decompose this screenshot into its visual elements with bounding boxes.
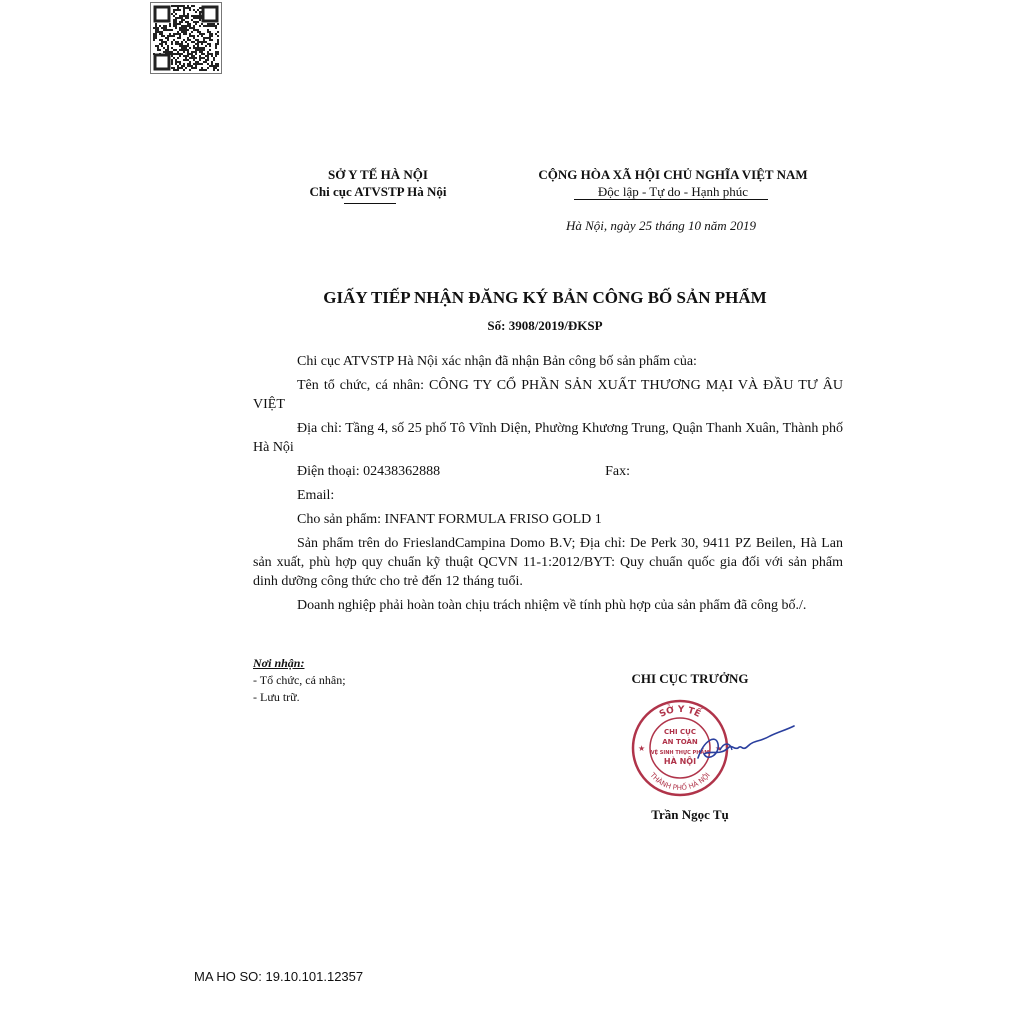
svg-text:SỞ Y TẾ: SỞ Y TẾ <box>658 704 702 720</box>
responsibility-paragraph: Doanh nghiệp phải hoàn toàn chịu trách nhiệm về tính phù hợp của sản phẩm đã công bố./. <box>297 598 807 613</box>
svg-text:CHI CỤC: CHI CỤC <box>664 728 696 736</box>
email-field: Email: <box>297 488 335 503</box>
fax-field: Fax: <box>605 464 630 479</box>
document-number: Số: 3908/2019/ĐKSP <box>487 318 603 333</box>
svg-text:VỆ SINH THỰC PHẨM: VỆ SINH THỰC PHẨM <box>650 750 710 756</box>
svg-text:★: ★ <box>638 744 646 753</box>
manufacturer-paragraph: Sản phẩm trên do FrieslandCampina Domo B.V; Địa chỉ: De Perk 30, 9411 PZ Beilen, Hà Lan sản xuất, phù hợp quy chuẩn kỹ thuật QCVN 11-1:2012/BYT: Quy chuẩn quốc gia đối với sản phẩm dinh dưỡng công thức cho trẻ đến 12 tháng tuổi. <box>253 536 843 589</box>
document-body <box>253 352 843 620</box>
phone-field: Điện thoại: 02438362888 <box>297 464 441 479</box>
contact-row <box>253 462 843 481</box>
recipient-item: - Lưu trữ. <box>253 690 300 704</box>
national-title: CỘNG HÒA XÃ HỘI CHỦ NGHĨA VIỆT NAM <box>538 167 808 182</box>
signatory-title: CHI CỤC TRƯỞNG <box>631 671 749 686</box>
file-code: MA HO SO: 19.10.101.12357 <box>194 969 364 984</box>
svg-text:★: ★ <box>715 744 723 753</box>
address-paragraph: Địa chỉ: Tầng 4, số 25 phố Tô Vĩnh Diện, Phường Khương Trung, Quận Thanh Xuân, Thành phố Hà Nội <box>253 421 843 455</box>
motto-divider <box>574 199 768 200</box>
intro-paragraph: Chi cục ATVSTP Hà Nội xác nhận đã nhận Bản công bố sản phẩm của: <box>297 354 697 369</box>
document-date: Hà Nội, ngày 25 tháng 10 năm 2019 <box>566 218 756 233</box>
recipients-label: Nơi nhận: <box>253 656 305 670</box>
svg-text:AN TOÀN: AN TOÀN <box>662 738 698 746</box>
signatory-name: Trần Ngọc Tụ <box>651 807 729 822</box>
issuer-divider <box>344 203 396 204</box>
product-paragraph: Cho sản phẩm: INFANT FORMULA FRISO GOLD 1 <box>297 512 602 527</box>
recipient-item: - Tổ chức, cá nhân; <box>253 673 346 687</box>
handwritten-signature-icon <box>690 720 800 770</box>
national-header <box>508 166 838 200</box>
issuer-subdepartment: Chi cục ATVSTP Hà Nội <box>309 184 447 199</box>
svg-text:THÀNH PHỐ HÀ NỘI: THÀNH PHỐ HÀ NỘI <box>648 771 712 793</box>
qr-code-icon <box>150 2 222 74</box>
svg-text:HÀ NỘI: HÀ NỘI <box>663 757 697 766</box>
issuer-header <box>258 166 498 200</box>
issuer-department: SỞ Y TẾ HÀ NỘI <box>328 167 428 182</box>
document-title: GIẤY TIẾP NHẬN ĐĂNG KÝ BẢN CÔNG BỐ SẢN PHẨM <box>323 288 767 307</box>
national-motto: Độc lập - Tự do - Hạnh phúc <box>597 184 749 199</box>
recipients-block <box>253 655 346 706</box>
organization-paragraph: Tên tổ chức, cá nhân: CÔNG TY CỔ PHẦN SẢN XUẤT THƯƠNG MẠI VÀ ĐẦU TƯ ÂU VIỆT <box>253 378 843 412</box>
